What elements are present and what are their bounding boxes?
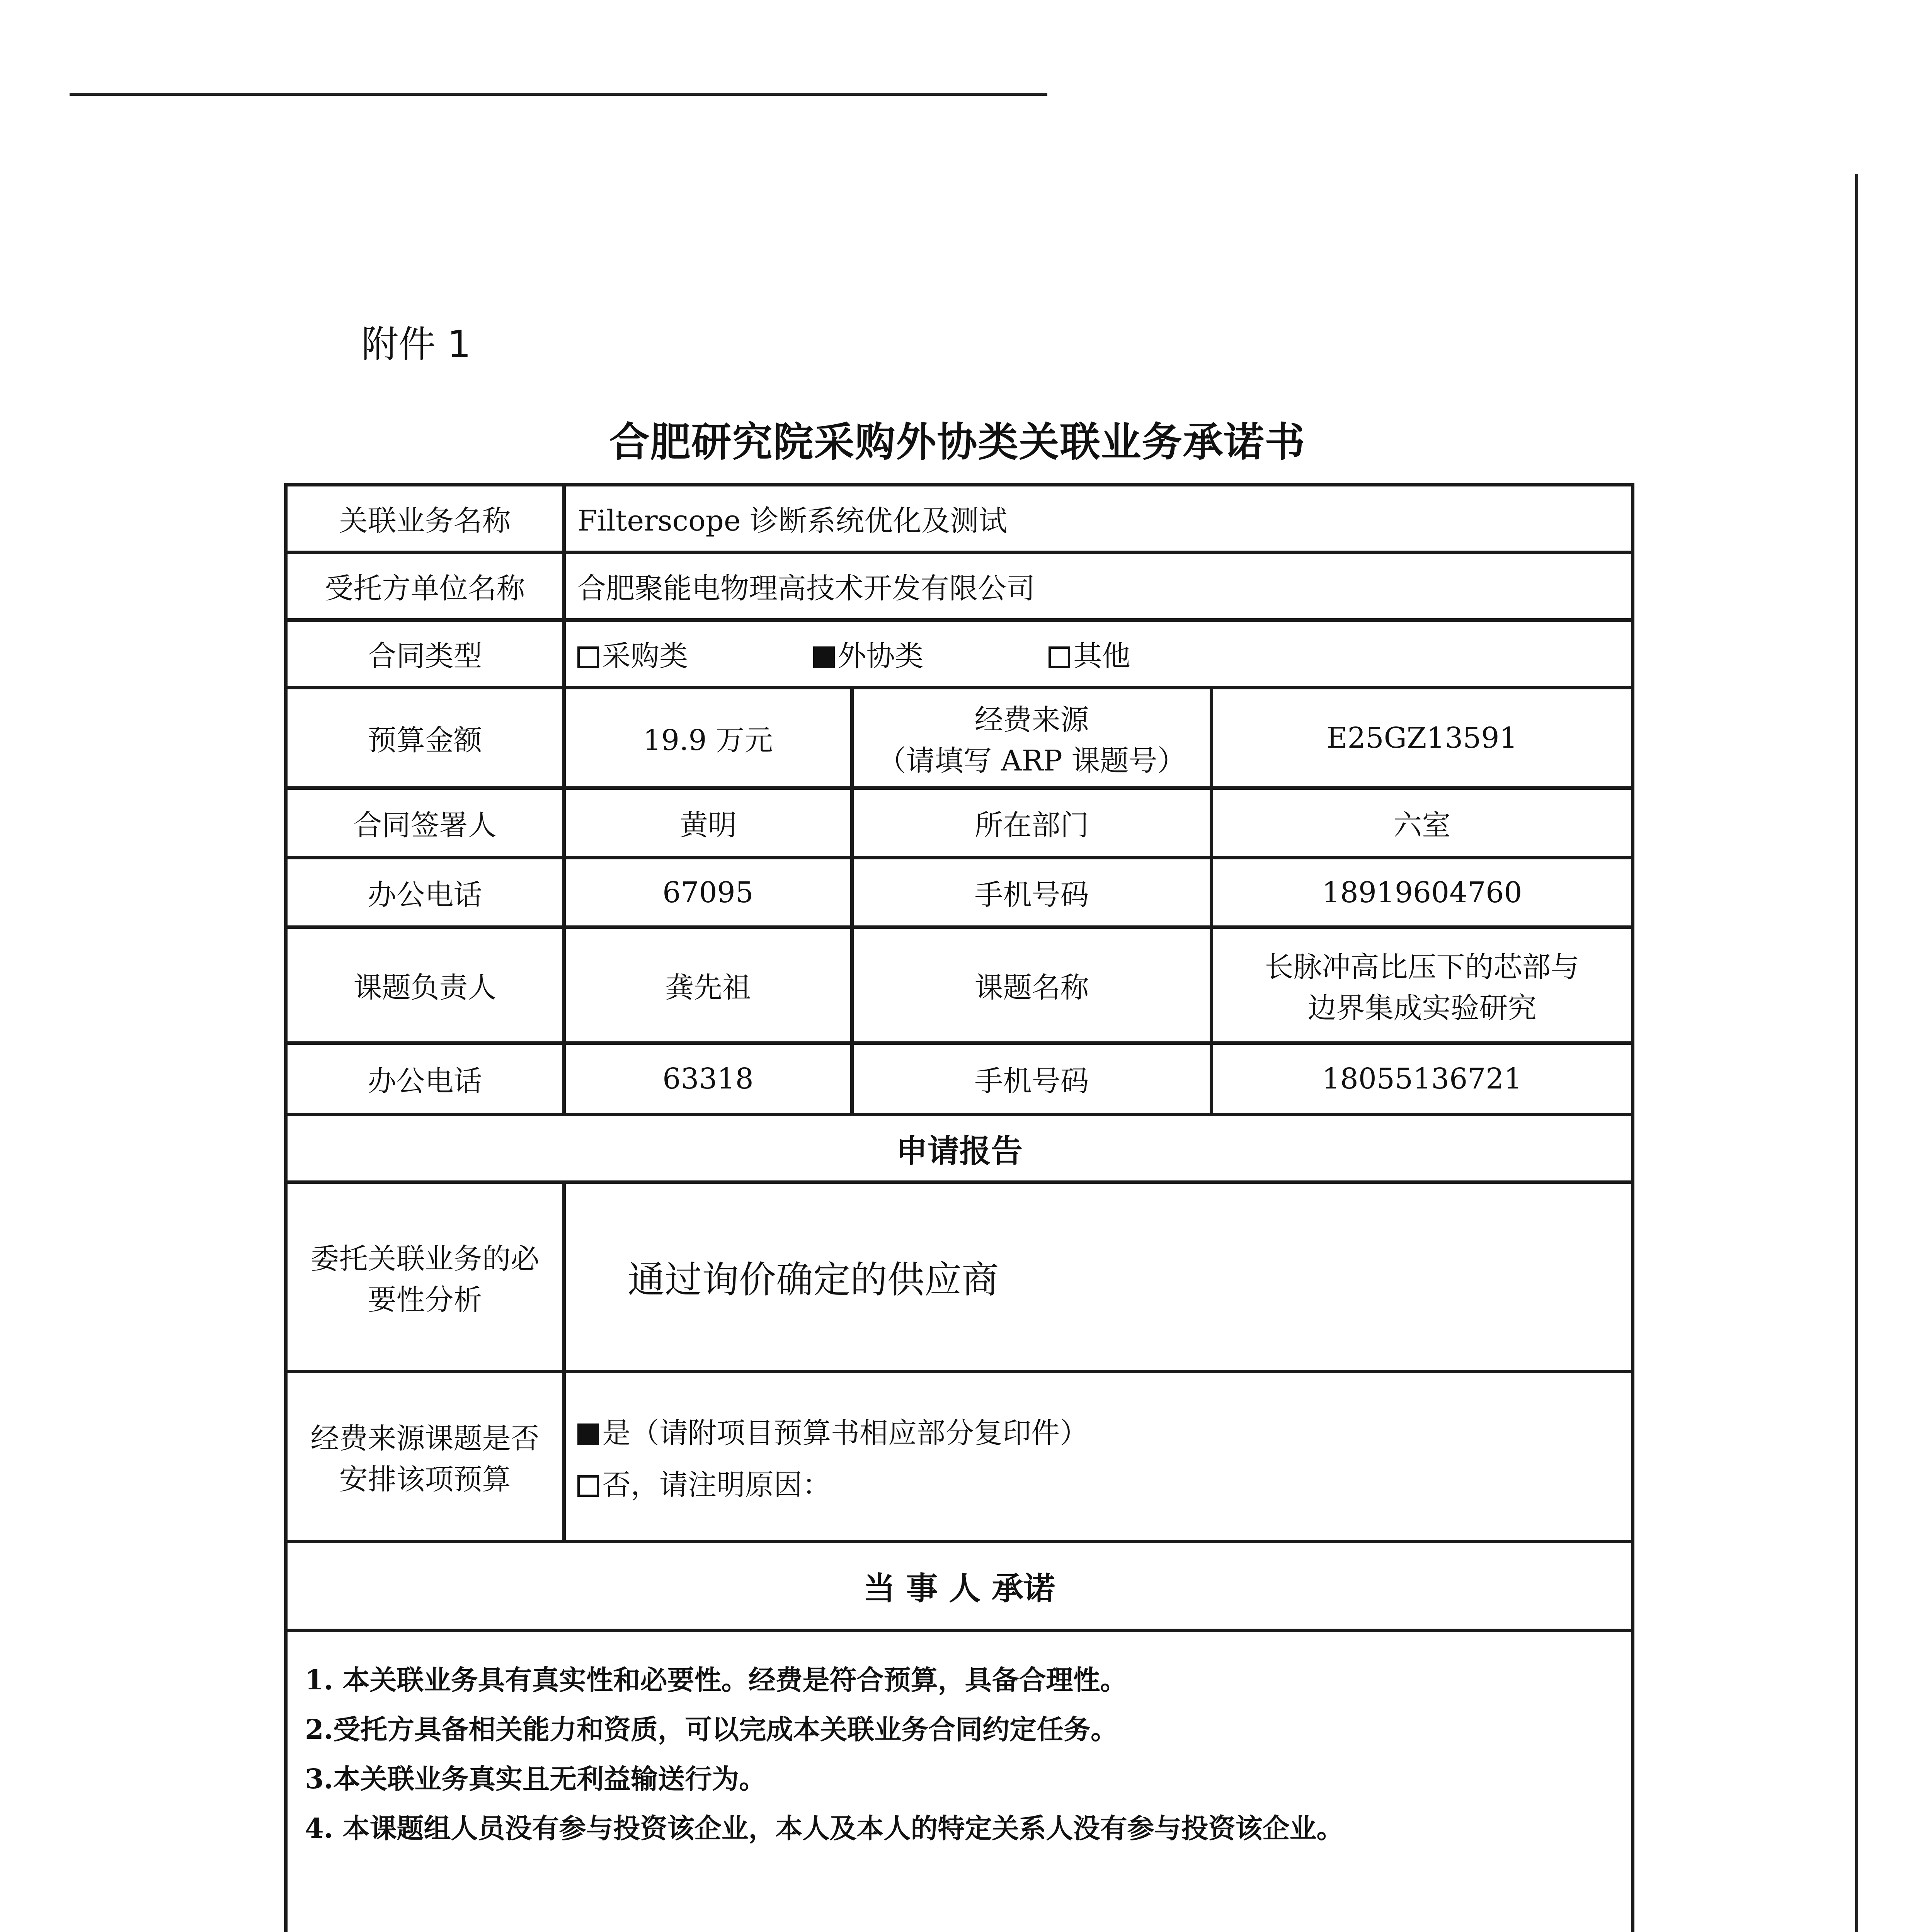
budget-no-option[interactable]: [577, 1462, 1619, 1503]
budget-check-options: [564, 1372, 1633, 1542]
necessity-text: 通过询价确定的供应商: [564, 1182, 1633, 1372]
table-row: [286, 927, 1633, 1043]
budget-yes-label: 是（请附项目预算书相应部分复印件）: [602, 1416, 1088, 1450]
budget-check-label-line: 经费来源课题是否: [310, 1422, 540, 1455]
commitment-form: [284, 483, 1634, 1932]
contract-type-option[interactable]: [577, 633, 688, 674]
department-value: 六室: [1212, 788, 1633, 858]
table-row: [286, 788, 1633, 858]
budget-check-label-line: 安排该项预算: [339, 1463, 511, 1496]
table-row: [286, 688, 1633, 788]
leader-mobile-value: 18055136721: [1212, 1043, 1633, 1115]
signer-label: 合同签署人: [286, 788, 564, 858]
checkbox-icon[interactable]: [1049, 646, 1070, 668]
table-row: [286, 620, 1633, 688]
fund-source-label-line: 经费来源: [974, 703, 1089, 736]
checkbox-icon[interactable]: [813, 646, 835, 668]
promise-heading: 当 事 人 承诺: [286, 1542, 1633, 1631]
checkbox-icon[interactable]: [577, 1475, 599, 1497]
budget-value: 19.9 万元: [564, 688, 852, 788]
table-row: [286, 1542, 1633, 1631]
office-phone-value: 67095: [564, 858, 852, 927]
budget-no-label: 否，请注明原因：: [602, 1468, 831, 1502]
promise-item: 2.受托方具备相关能力和资质，可以完成本关联业务合同约定任务。: [305, 1713, 1118, 1745]
contract-type-option-label: 外协类: [837, 639, 924, 673]
necessity-label: [286, 1182, 564, 1372]
leader-label: 课题负责人: [286, 927, 564, 1043]
table-row: [286, 553, 1633, 620]
promise-item: 3.本关联业务真实且无利益输送行为。: [305, 1763, 766, 1795]
table-row: [286, 1631, 1633, 1932]
promise-item: 1. 本关联业务具有真实性和必要性。经费是符合预算，具备合理性。: [305, 1664, 1127, 1696]
contract-type-options: [564, 620, 1633, 688]
table-row: [286, 1043, 1633, 1115]
budget-yes-option[interactable]: [577, 1410, 1619, 1451]
table-row: [286, 1372, 1633, 1542]
signer-value: 黄明: [564, 788, 852, 858]
business-name-value: Filterscope 诊断系统优化及测试: [564, 485, 1633, 553]
contract-type-option-label: 采购类: [602, 639, 688, 673]
promise-item: 4. 本课题组人员没有参与投资该企业，本人及本人的特定关系人没有参与投资该企业。: [305, 1812, 1344, 1844]
budget-check-label: [286, 1372, 564, 1542]
project-name-label: 课题名称: [852, 927, 1212, 1043]
contract-type-label: 合同类型: [286, 620, 564, 688]
checkbox-icon[interactable]: [577, 646, 599, 668]
leader-office-phone-label: 办公电话: [286, 1043, 564, 1115]
project-name-value: [1212, 927, 1633, 1043]
leader-value: 龚先祖: [564, 927, 852, 1043]
table-row: [286, 485, 1633, 553]
table-row: [286, 858, 1633, 927]
scan-edge-line: [70, 93, 1047, 96]
mobile-label: 手机号码: [852, 858, 1212, 927]
trustee-label: 受托方单位名称: [286, 553, 564, 620]
budget-label: 预算金额: [286, 688, 564, 788]
application-heading: 申请报告: [286, 1115, 1633, 1182]
contract-type-option[interactable]: [1049, 633, 1130, 674]
fund-source-label: [852, 688, 1212, 788]
necessity-label-line: 委托关联业务的必: [310, 1242, 540, 1276]
table-row: [286, 1182, 1633, 1372]
project-name-line: 边界集成实验研究: [1307, 991, 1537, 1025]
checkbox-icon[interactable]: [577, 1423, 599, 1445]
mobile-value: 18919604760: [1212, 858, 1633, 927]
office-phone-label: 办公电话: [286, 858, 564, 927]
contract-type-option-label: 其他: [1073, 639, 1131, 673]
table-row: [286, 1115, 1633, 1182]
fund-source-value: E25GZ13591: [1212, 688, 1633, 788]
page-title: 合肥研究院采购外协类关联业务承诺书: [609, 418, 1306, 466]
department-label: 所在部门: [852, 788, 1212, 858]
leader-mobile-label: 手机号码: [852, 1043, 1212, 1115]
fund-source-label-line: （请填写 ARP 课题号）: [877, 744, 1186, 777]
trustee-value: 合肥聚能电物理高技术开发有限公司: [564, 553, 1633, 620]
business-name-label: 关联业务名称: [286, 485, 564, 553]
attachment-label: 附件 1: [361, 323, 471, 366]
contract-type-option[interactable]: [813, 633, 924, 674]
project-name-line: 长脉冲高比压下的芯部与: [1265, 950, 1580, 984]
leader-office-phone-value: 63318: [564, 1043, 852, 1115]
promise-body: [286, 1631, 1633, 1932]
promise-list: [305, 1655, 1343, 1853]
necessity-label-line: 要性分析: [368, 1283, 482, 1316]
